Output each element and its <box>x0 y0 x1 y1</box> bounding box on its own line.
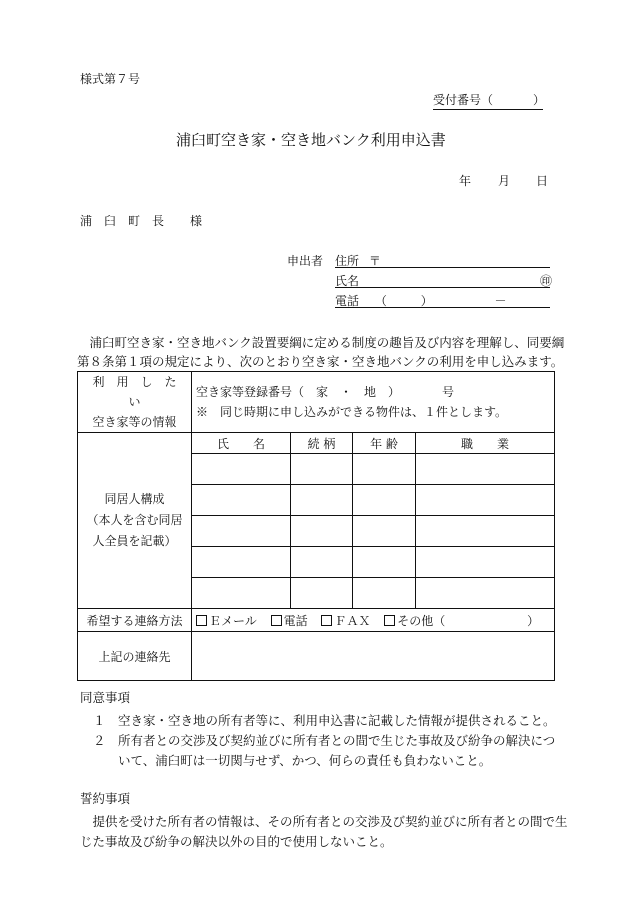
household-relation-cell[interactable] <box>291 516 353 547</box>
addressee-name: 浦 臼 町 長 <box>80 214 165 228</box>
household-age-cell[interactable] <box>353 547 416 578</box>
checkbox-icon[interactable] <box>321 615 332 626</box>
household-occupation-cell[interactable] <box>416 516 555 547</box>
column-relation: 続 柄 <box>291 433 353 454</box>
column-name: 氏 名 <box>192 433 291 454</box>
checkbox-icon[interactable] <box>384 615 395 626</box>
contact-option-fax[interactable]: ＦＡＸ <box>321 614 370 628</box>
pledge-line-1: 提供を受けた所有者の情報は、その所有者との交渉及び契約並びに所有者との間で生 <box>80 814 568 829</box>
consent-item-1: １ 空き家・空き地の所有者等に、利用申込書に記載した情報が提供されること。 <box>93 713 556 728</box>
household-name-cell[interactable] <box>192 485 291 516</box>
date-month: 月 <box>498 174 511 188</box>
household-name-cell[interactable] <box>192 547 291 578</box>
column-occupation: 職 業 <box>416 433 555 454</box>
address-field[interactable] <box>335 252 550 268</box>
household-age-cell[interactable] <box>353 578 416 609</box>
page-title: 浦臼町空き家・空き地バンク利用申込書 <box>176 131 446 149</box>
pledge-line-2: じた事故及び紛争の解決以外の目的で使用しないこと。 <box>80 834 393 849</box>
date-day: 日 <box>536 174 549 188</box>
contact-other-close: ） <box>527 613 540 628</box>
household-age-cell[interactable] <box>353 485 416 516</box>
intro-line-2: 第８条第１項の規定により、次のとおり空き家・空き地バンクの利用を申し込みます。 <box>77 354 564 369</box>
contact-dest-label: 上記の連絡先 <box>78 632 192 681</box>
household-relation-cell[interactable] <box>291 454 353 485</box>
household-occupation-cell[interactable] <box>416 578 555 609</box>
postal-mark: 〒 <box>368 254 381 268</box>
application-table <box>77 371 555 681</box>
reception-label: 受付番号（ <box>433 93 494 107</box>
contact-option-phone[interactable]: 電話 <box>271 614 308 628</box>
household-name-cell[interactable] <box>192 454 291 485</box>
consent-item-2-cont: いて、浦臼町は一切関与せず、かつ、何らの責任も負わないこと。 <box>93 753 492 768</box>
household-occupation-cell[interactable] <box>416 454 555 485</box>
phone-field[interactable] <box>335 292 550 308</box>
household-relation-cell[interactable] <box>291 485 353 516</box>
household-age-cell[interactable] <box>353 516 416 547</box>
reception-close: ） <box>533 93 546 107</box>
date-year: 年 <box>459 174 472 188</box>
consent-heading: 同意事項 <box>80 690 131 705</box>
name-label: 氏名 <box>335 274 360 288</box>
phone-label: 電話 <box>335 294 360 308</box>
checkbox-icon[interactable] <box>196 615 207 626</box>
intro-line-1: 浦臼町空き家・空き地バンク設置要綱に定める制度の趣旨及び内容を理解し、同要綱 <box>77 335 565 350</box>
name-field[interactable] <box>335 272 553 288</box>
checkbox-icon[interactable] <box>271 615 282 626</box>
property-info-label: 利 用 し た い 空き家等の情報 <box>78 372 192 433</box>
household-occupation-cell[interactable] <box>416 485 555 516</box>
household-occupation-cell[interactable] <box>416 547 555 578</box>
column-age: 年 齢 <box>353 433 416 454</box>
property-note: ※ 同じ時期に申し込みができる物件は、１件とします。 <box>196 405 508 419</box>
property-info-field[interactable] <box>192 372 555 433</box>
phone-open: （ <box>374 294 387 308</box>
household-name-cell[interactable] <box>192 578 291 609</box>
phone-dash: － <box>494 294 507 308</box>
contact-method-options <box>192 609 555 632</box>
contact-dest-field[interactable] <box>192 632 555 681</box>
phone-close: ） <box>420 294 433 308</box>
reception-number <box>433 91 546 110</box>
addressee-honorific: 様 <box>190 214 203 228</box>
consent-item-2: ２ 所有者との交渉及び契約並びに所有者との間で生じた事故及び紛争の解決につ <box>93 733 556 748</box>
registration-number: 空き家等登録番号（ 家 ・ 地 ） 号 <box>196 385 455 399</box>
address-label: 住所 <box>335 254 360 268</box>
contact-method-label: 希望する連絡方法 <box>78 609 192 632</box>
household-label: 同居人構成 （本人を含む同居 人全員を記載） <box>78 433 192 609</box>
contact-option-email[interactable]: Ｅメール <box>196 614 257 628</box>
household-relation-cell[interactable] <box>291 578 353 609</box>
applicant-label: 申出者 <box>287 254 324 268</box>
pledge-heading: 誓約事項 <box>80 791 131 806</box>
household-relation-cell[interactable] <box>291 547 353 578</box>
household-name-cell[interactable] <box>192 516 291 547</box>
contact-option-other[interactable]: その他（ <box>384 614 445 628</box>
household-age-cell[interactable] <box>353 454 416 485</box>
form-number: 様式第７号 <box>80 72 141 86</box>
seal-icon: ㊞ <box>540 274 553 288</box>
